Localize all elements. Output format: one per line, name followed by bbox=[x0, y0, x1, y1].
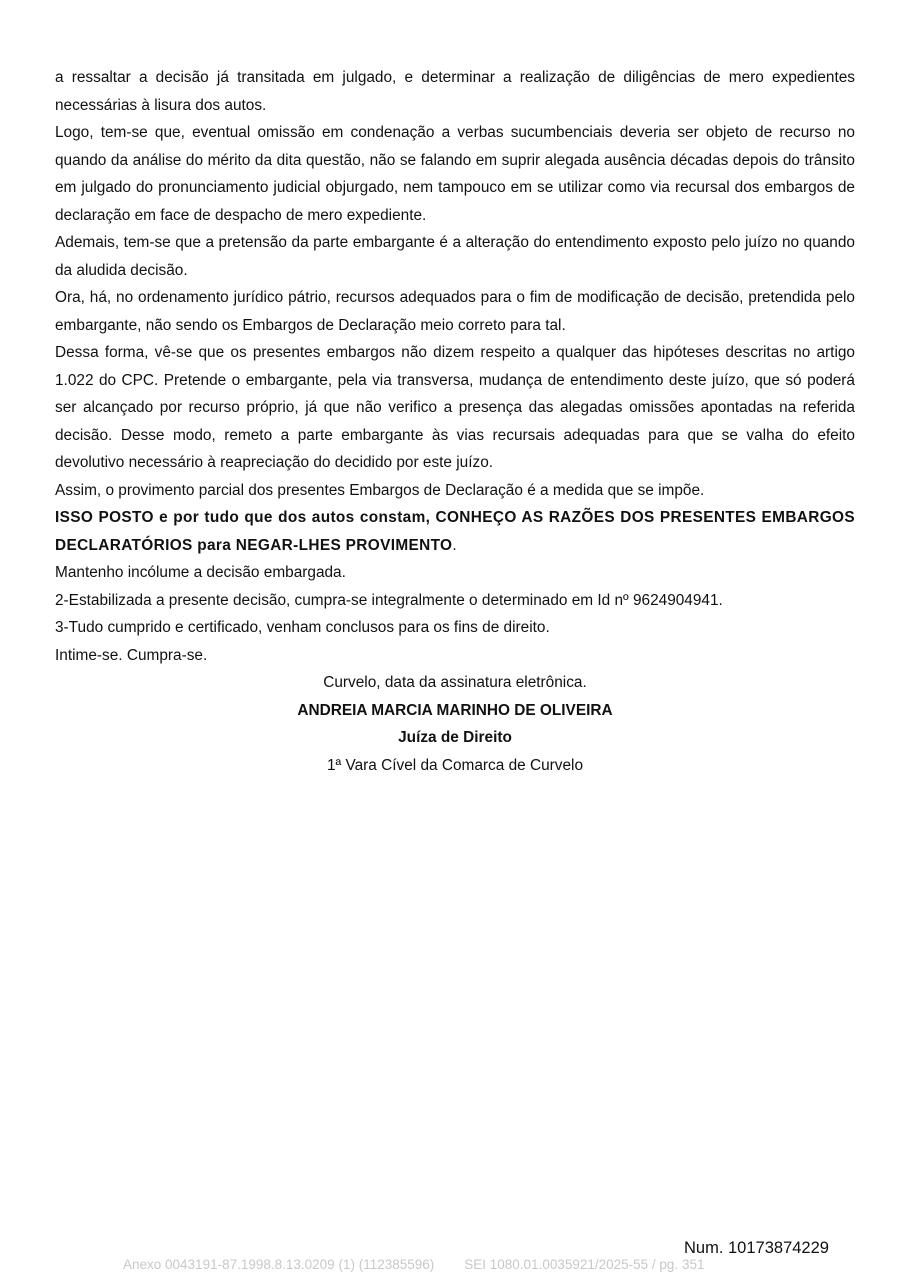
order-line: Intime-se. Cumpra-se. bbox=[55, 646, 208, 664]
order-line: Mantenho incólume a decisão embargada. bbox=[55, 564, 346, 581]
signature-judge-role: Juíza de Direito bbox=[398, 729, 512, 746]
body-paragraph: Ora, há, no ordenamento jurídico pátrio, recursos adequados para o fim de modificação de decisão, pretendida pelo embargante, não sendo os Embargos de Declaração meio correto para tal. bbox=[55, 289, 855, 334]
signature-court: 1ª Vara Cível da Comarca de Curvelo bbox=[326, 756, 584, 774]
signature-place-date: Curvelo, data da assinatura eletrônica. bbox=[323, 674, 587, 691]
document-number: Num. 10173874229 bbox=[684, 1239, 829, 1257]
dispositive-period: . bbox=[452, 536, 457, 554]
body-paragraph: Logo, tem-se que, eventual omissão em condenação a verbas sucumbenciais deveria ser objeto de recurso no quando da análise do mérito da dita questão, não se falando em suprir alegada ausência décadas depois do trânsito em julgado do pronunciamento judicial objurgado, nem tampouco em se utilizar como via recursal dos embargos de declaração em face de despacho de mero expediente. bbox=[55, 124, 855, 224]
signature-judge-name: ANDREIA MARCIA MARINHO DE OLIVEIRA bbox=[297, 701, 613, 719]
body-paragraph: a ressaltar a decisão já transitada em julgado, e determinar a realização de diligências de mero expedientes necessárias à lisura dos autos. bbox=[55, 69, 855, 114]
order-line: 2-Estabilizada a presente decisão, cumpra-se integralmente o determinado em Id nº 9624904941. bbox=[55, 591, 723, 609]
signature-block bbox=[55, 669, 855, 779]
document-page bbox=[55, 64, 855, 779]
dispositive-bold-text: ISSO POSTO e por tudo que dos autos constam, CONHEÇO AS RAZÕES DOS PRESENTES EMBARGOS DECLARATÓRIOS para NEGAR-LHES PROVIMENTO bbox=[55, 509, 855, 554]
order-line: 3-Tudo cumprido e certificado, venham conclusos para os fins de direito. bbox=[55, 619, 550, 636]
body-paragraph: Assim, o provimento parcial dos presentes Embargos de Declaração é a medida que se impõe. bbox=[55, 481, 705, 499]
body-paragraph: Dessa forma, vê-se que os presentes embargos não dizem respeito a qualquer das hipóteses descritas no artigo 1.022 do CPC. Pretende o embargante, pela via transversa, mudança de entendimento deste juízo, que só poderá ser alcançado por recurso próprio, já que não verifico a presença das alegadas omissões apontadas na referida decisão. Desse modo, remeto a parte embargante às vias recursais adequadas para que se valha do efeito devolutivo necessário à reapreciação do decidido por este juízo. bbox=[55, 344, 855, 471]
body-paragraph: Ademais, tem-se que a pretensão da parte embargante é a alteração do entendimento exposto pelo juízo no quando da aludida decisão. bbox=[55, 234, 855, 279]
annex-footer-text: Anexo 0043191-87.1998.8.13.0209 (1) (112385596) SEI 1080.01.0035921/2025-55 / pg. 351 bbox=[123, 1257, 705, 1272]
dispositive-paragraph bbox=[55, 504, 855, 559]
